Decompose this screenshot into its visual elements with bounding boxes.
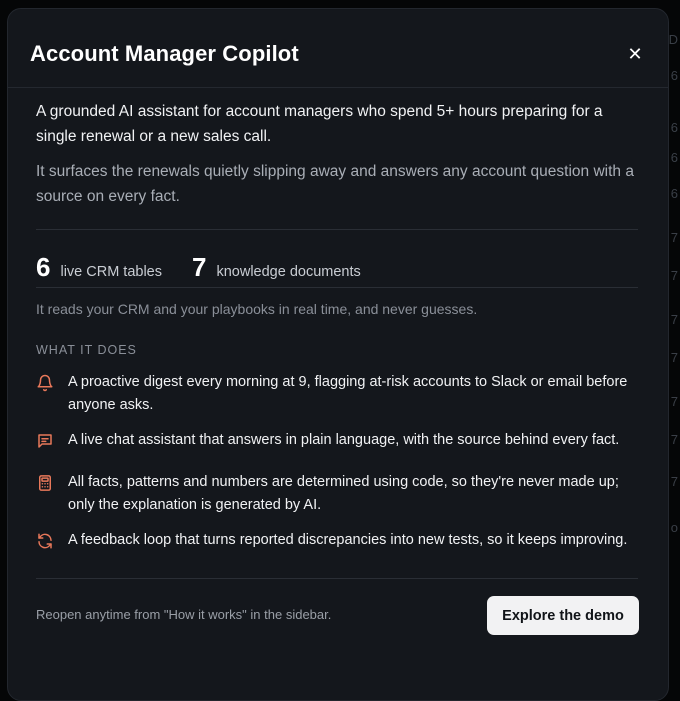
modal-title: Account Manager Copilot bbox=[30, 41, 299, 66]
bg-letter: o bbox=[670, 520, 678, 535]
feature-text: A feedback loop that turns reported discrepancies into new tests, so it keeps improving. bbox=[68, 532, 628, 548]
header-divider bbox=[8, 87, 669, 88]
bg-letter: 7 bbox=[670, 474, 678, 489]
close-button[interactable] bbox=[624, 43, 646, 65]
stats-divider-bottom bbox=[36, 287, 638, 288]
stat-number: 7 bbox=[192, 251, 207, 282]
bg-letter: D bbox=[668, 32, 678, 47]
reads-note: It reads your CRM and your playbooks in real time, and never guesses. bbox=[36, 301, 478, 317]
footer-divider bbox=[36, 578, 638, 579]
chat-bubble-icon bbox=[36, 432, 54, 450]
feature-item-code bbox=[36, 471, 636, 517]
bg-letter: 6 bbox=[670, 186, 678, 201]
stat-number: 6 bbox=[36, 251, 51, 282]
stat-knowledge-docs bbox=[192, 252, 361, 283]
stat-crm-tables bbox=[36, 252, 162, 283]
bg-letter: 7 bbox=[670, 312, 678, 327]
section-label-what-it-does: WHAT IT DOES bbox=[36, 343, 137, 357]
bg-letter: 6 bbox=[670, 150, 678, 165]
intro-primary: A grounded AI assistant for account managers who spend 5+ hours preparing for a single renewal or a new sales call. bbox=[36, 103, 603, 145]
stats-row bbox=[36, 249, 391, 285]
refresh-icon bbox=[36, 532, 54, 550]
stat-label: live CRM tables bbox=[60, 263, 162, 280]
bg-letter: 7 bbox=[670, 432, 678, 447]
intro-secondary: It surfaces the renewals quietly slipping away and answers any account question with a source on every fact. bbox=[36, 163, 634, 205]
footer-note: Reopen anytime from "How it works" in the sidebar. bbox=[36, 607, 332, 622]
bg-letter: 7 bbox=[670, 394, 678, 409]
feature-item-chat bbox=[36, 429, 636, 452]
bg-letter: 7 bbox=[670, 350, 678, 365]
bg-letter: 6 bbox=[670, 120, 678, 135]
close-icon[interactable]: ✕ bbox=[627, 44, 643, 64]
bg-letter: 6 bbox=[670, 68, 678, 83]
stats-divider-top bbox=[36, 229, 638, 230]
feature-item-feedback bbox=[36, 529, 636, 552]
stat-label: knowledge documents bbox=[216, 263, 361, 280]
bg-letter: 7 bbox=[670, 268, 678, 283]
onboarding-modal bbox=[7, 8, 669, 701]
feature-text: A live chat assistant that answers in plain language, with the source behind every fact. bbox=[68, 432, 620, 448]
bg-letter: 7 bbox=[670, 230, 678, 245]
feature-text: All facts, patterns and numbers are determined using code, so they're never made up; only the explanation is generated by AI. bbox=[68, 474, 619, 513]
explore-demo-button[interactable]: Explore the demo bbox=[487, 596, 639, 635]
bell-icon bbox=[36, 374, 54, 392]
feature-item-digest bbox=[36, 371, 636, 417]
feature-text: A proactive digest every morning at 9, flagging at-risk accounts to Slack or email before anyone asks. bbox=[68, 374, 628, 413]
calculator-icon bbox=[36, 474, 54, 492]
